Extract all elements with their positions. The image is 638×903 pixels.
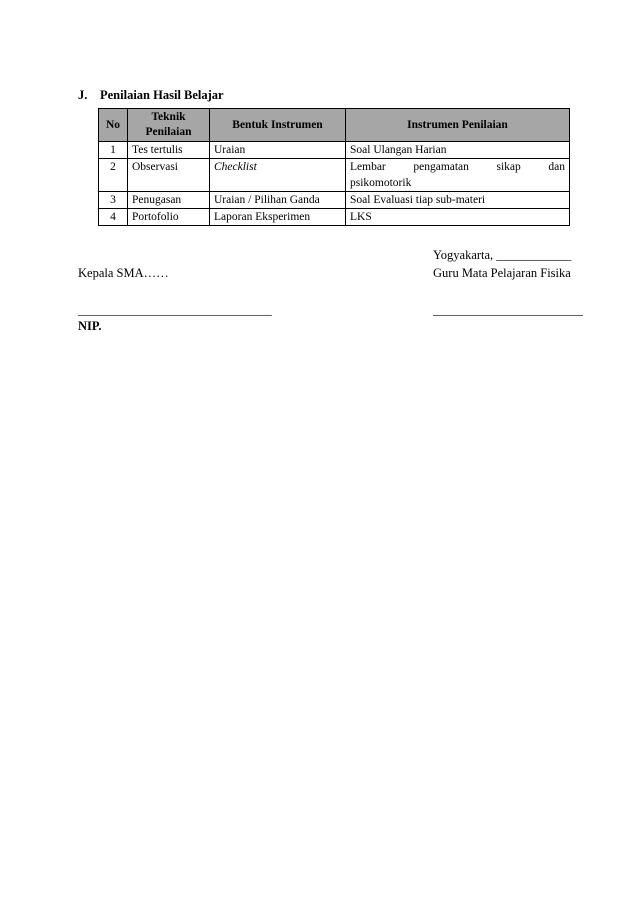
header-instrumen: Instrumen Penilaian — [346, 109, 570, 142]
header-no: No — [99, 109, 128, 142]
cell-bentuk: Uraian — [210, 142, 346, 159]
cell-no: 1 — [99, 142, 128, 159]
cell-instrumen — [346, 159, 570, 192]
word: Lembar — [350, 161, 386, 173]
table-row — [99, 192, 570, 209]
cell-teknik: Observasi — [128, 159, 210, 192]
cell-no: 4 — [99, 209, 128, 226]
header-teknik-line1: Teknik — [151, 111, 186, 123]
table-row — [99, 142, 570, 159]
header-teknik-line2: Penilaian — [145, 126, 192, 138]
cell-no: 3 — [99, 192, 128, 209]
nip-label: NIP. — [78, 319, 102, 333]
cell-teknik: Tes tertulis — [128, 142, 210, 159]
cell-bentuk: Uraian / Pilihan Ganda — [210, 192, 346, 209]
table-header-row — [99, 109, 570, 142]
cell-bentuk — [210, 159, 346, 192]
header-teknik — [128, 109, 210, 142]
cell-instrumen: Soal Evaluasi tiap sub-materi — [346, 192, 570, 209]
date-line: Yogyakarta, ____________ — [433, 248, 572, 262]
section-title: Penilaian Hasil Belajar — [100, 88, 224, 102]
header-bentuk: Bentuk Instrumen — [210, 109, 346, 142]
section-heading — [78, 88, 224, 103]
section-letter: J. — [78, 88, 88, 102]
cell-bentuk: Laporan Eksperimen — [210, 209, 346, 226]
cell-bentuk-italic: Checklist — [214, 161, 257, 173]
word: dan — [548, 161, 565, 173]
cell-no: 2 — [99, 159, 128, 192]
principal-title: Kepala SMA…… — [78, 266, 169, 280]
cell-instrumen: Soal Ulangan Harian — [346, 142, 570, 159]
teacher-signature-line: ________________________ — [433, 303, 583, 317]
cell-instrumen-line1 — [350, 159, 565, 175]
assessment-table — [98, 108, 570, 226]
cell-teknik: Penugasan — [128, 192, 210, 209]
word: pengamatan — [413, 161, 469, 173]
cell-teknik: Portofolio — [128, 209, 210, 226]
table-row — [99, 159, 570, 192]
table-row — [99, 209, 570, 226]
cell-instrumen: LKS — [346, 209, 570, 226]
principal-signature-line: _______________________________ — [78, 303, 272, 317]
cell-instrumen-line2: psikomotorik — [350, 177, 412, 189]
word: sikap — [496, 161, 521, 173]
teacher-title: Guru Mata Pelajaran Fisika — [433, 266, 571, 280]
